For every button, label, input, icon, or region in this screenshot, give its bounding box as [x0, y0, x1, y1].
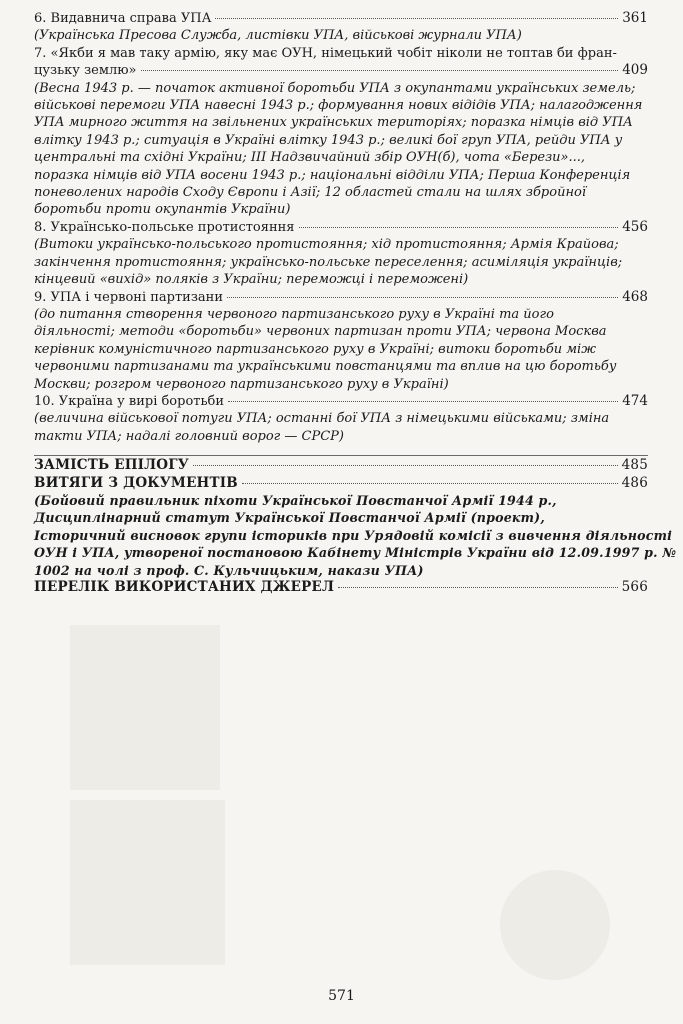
description-line: Москви; розгром червоного партизанського руху в Україні): [34, 376, 449, 392]
toc-page-number: 486: [621, 474, 648, 491]
description-line: центральні та східні України; III Надзвичайний збір ОУН(б), чота «Берези»...,: [34, 150, 586, 166]
description-line: закінчення протистояння; українсько-польське переселення; асиміляція українців;: [34, 254, 623, 270]
description-line: ОУН і УПА, утвореної постановою Кабінету Міністрів України від 12.09.1997 р. №: [34, 545, 677, 561]
bleed-through-shape: [70, 800, 225, 965]
toc-entry-title: 10. Україна у вирі боротьби: [34, 393, 225, 409]
section-gap: [34, 445, 648, 455]
description-line: кінцевий «вихід» поляків з України; переможці і переможені): [34, 272, 469, 288]
toc-section-heading[interactable]: [34, 457, 648, 474]
toc-entry-description: [34, 80, 648, 219]
description-line: такти УПА; надалі головний ворог — СРСР): [34, 428, 344, 444]
toc-entry-description: [34, 410, 648, 445]
toc-entry-title: 9. УПА і червоні партизани: [34, 289, 224, 305]
toc-section-title: ПЕРЕЛІК ВИКОРИСТАНИХ ДЖЕРЕЛ: [34, 579, 335, 595]
toc-page-number: 456: [622, 218, 648, 235]
description-line: червоними партизанами та українськими повстанцями та вплив на цю боротьбу: [34, 359, 617, 375]
toc-section-heading[interactable]: [34, 579, 648, 596]
description-line: (Українська Пресова Служба, листівки УПА, військові журнали УПА): [34, 28, 522, 44]
toc-entry-title: цузьку землю»: [34, 63, 137, 79]
toc-entry: [34, 289, 648, 393]
table-of-contents: [34, 10, 677, 596]
toc-page-number: 361: [622, 10, 648, 26]
toc-entry: [34, 219, 648, 289]
toc-page-number: 409: [622, 62, 648, 79]
page-number: 571: [328, 988, 355, 1004]
description-line: (величина військової потуги УПА; останні бої УПА з німецькими військами; зміна: [34, 411, 610, 427]
description-line: Дисциплінарний статут Української Повстанчої Армії (проект),: [34, 510, 545, 526]
description-line: влітку 1943 р.; ситуація в Україні влітку 1943 р.; великі бої груп УПА, рейди УПА у: [34, 132, 623, 148]
description-line: поневолених народів Сходу Європи і Азії; 12 областей стали на шлях збройної: [34, 185, 586, 201]
toc-page-number: 474: [622, 392, 648, 409]
description-line: (до питання створення червоного партизанського руху в Україні та його: [34, 306, 554, 322]
toc-page-number: 566: [621, 579, 648, 595]
description-line: керівник комуністичного партизанського руху в Україні; витоки боротьби між: [34, 341, 596, 357]
bleed-through-shape: [70, 625, 220, 790]
toc-section-heading[interactable]: [34, 475, 648, 492]
section-rule: [34, 455, 648, 456]
toc-page-number: 468: [622, 288, 648, 305]
description-line: УПА мирного життя на звільнених українських територіях; поразка німців від УПА: [34, 115, 633, 131]
toc-entry-heading[interactable]: [34, 10, 648, 27]
toc-section: [34, 474, 677, 579]
dot-leader: [338, 586, 618, 588]
description-line: поразка німців від УПА восени 1943 р.; національні відділи УПА; Перша Конференція: [34, 167, 631, 183]
toc-entry: [34, 393, 648, 445]
description-line: 1002 на чолі з проф. С. Кульчицьким, накази УПА): [34, 562, 424, 578]
toc-entry-description: [34, 236, 648, 288]
description-line: (Витоки українсько-польського протистояння; хід протистояння; Армія Крайова;: [34, 237, 619, 253]
description-line: військові перемоги УПА навесні 1943 р.; формування нових відідів УПА; налагодження: [34, 98, 643, 114]
description-line: (Бойовий правильник піхоти Української Повстанчої Армії 1944 р.,: [34, 492, 557, 508]
toc-entry-title: 6. Видавнича справа УПА: [34, 11, 212, 26]
dot-leader: [193, 464, 618, 466]
dot-leader: [227, 296, 618, 298]
toc-entry-heading[interactable]: [34, 219, 648, 236]
bleed-through-shape: [500, 870, 610, 980]
toc-section-title: ЗАМІСТЬ ЕПІЛОГУ: [34, 457, 189, 474]
toc-section-title: ВИТЯГИ З ДОКУМЕНТІВ: [34, 474, 238, 491]
toc-section: [34, 457, 648, 474]
toc-section-description: [34, 492, 677, 579]
dot-leader: [299, 226, 619, 228]
description-line: Історичний висновок групи істориків при Урядовій комісії з вивчення діяльності: [34, 527, 673, 543]
toc-entry: [34, 10, 648, 45]
toc-entry-title: 8. Українсько-польське протистояння: [34, 219, 295, 235]
toc-section: [34, 579, 648, 596]
toc-entry-description: [34, 306, 648, 393]
toc-entry: [34, 45, 648, 219]
toc-entry-heading[interactable]: [34, 289, 648, 306]
toc-entry-description: [34, 27, 648, 44]
dot-leader: [242, 482, 618, 484]
description-line: боротьби проти окупантів України): [34, 202, 291, 218]
toc-page-number: 485: [621, 457, 648, 474]
description-line: (Весна 1943 р. — початок активної боротьби УПА з окупантами українських земель;: [34, 80, 636, 96]
dot-leader: [141, 69, 619, 71]
toc-entry-heading[interactable]: [34, 393, 648, 410]
dot-leader: [228, 400, 618, 402]
toc-entry-heading[interactable]: [34, 62, 648, 79]
dot-leader: [215, 17, 618, 19]
description-line: діяльності; методи «боротьби» червоних партизан проти УПА; червона Москва: [34, 324, 607, 340]
toc-entry-title-line: 7. «Якби я мав таку армію, яку має ОУН, німецький чобіт ніколи не топтав би фран-: [34, 45, 617, 61]
